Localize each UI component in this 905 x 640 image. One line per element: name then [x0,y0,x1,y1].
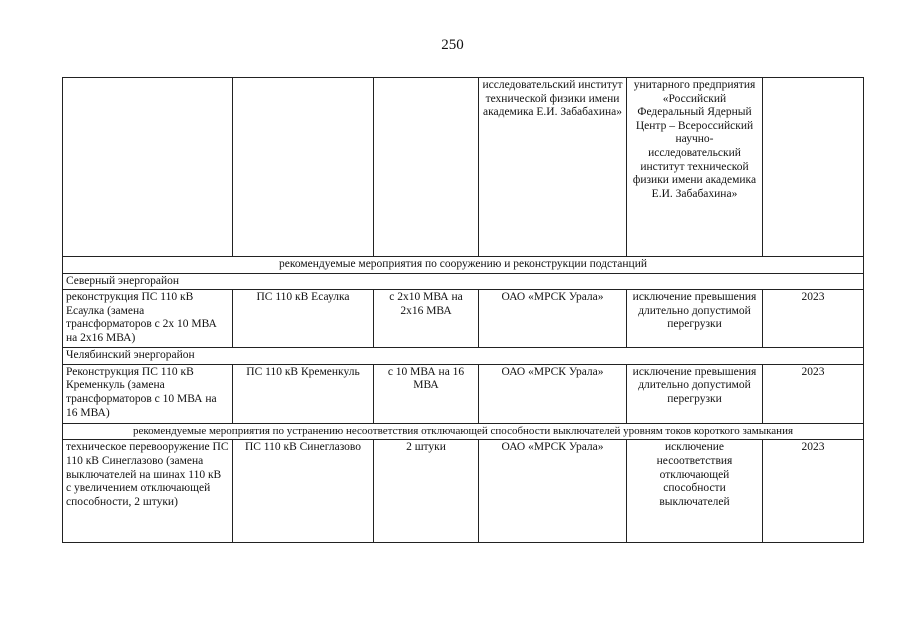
continuation-row [63,78,864,257]
year-cell: 2023 [763,290,864,348]
continuation-org-cell: исследовательский институт технической физики имени академика Е.И. Забабахина» [479,78,627,257]
cell-empty [63,78,233,257]
work-cell: Реконструкция ПС 110 кВ Кременкуль (замена трансформаторов с 10 МВА на 16 МВА) [63,364,233,423]
section-title: рекомендуемые мероприятия по устранению несоответствия отключающей способности выключателей уровням токов короткого замыкания [63,423,864,440]
object-cell: ПС 110 кВ Есаулка [233,290,374,348]
section-header-row [63,423,864,440]
year-cell: 2023 [763,440,864,543]
region-row [63,348,864,365]
table-row [63,440,864,543]
region-title: Челябинский энергорайон [63,348,864,365]
region-row [63,273,864,290]
section-title: рекомендуемые мероприятия по сооружению и реконструкции подстанций [63,257,864,274]
work-cell: реконструкция ПС 110 кВ Есаулка (замена трансформаторов с 2х 10 МВА на 2х16 МВА) [63,290,233,348]
org-cell: ОАО «МРСК Урала» [479,440,627,543]
purpose-cell: исключение превышения длительно допустимой перегрузки [627,290,763,348]
cell-empty [763,78,864,257]
purpose-cell: исключение несоответствия отключающей способности выключателей [627,440,763,543]
table-row [63,290,864,348]
page-number: 250 [441,37,464,53]
capacity-cell: 2 штуки [374,440,479,543]
cell-empty [233,78,374,257]
org-cell: ОАО «МРСК Урала» [479,364,627,423]
measures-table [62,77,864,543]
continuation-purpose-cell: унитарного предприятия «Российский Федеральный Ядерный Центр – Всероссийский научно-исследовательский институт технической физики имени академика Е.И. Забабахина» [627,78,763,257]
object-cell: ПС 110 кВ Синеглазово [233,440,374,543]
org-cell: ОАО «МРСК Урала» [479,290,627,348]
work-cell: техническое перевооружение ПС 110 кВ Синеглазово (замена выключателей на шинах 110 кВ с увеличением отключающей способности, 2 штуки) [63,440,233,543]
region-title: Северный энергорайон [63,273,864,290]
capacity-cell: с 10 МВА на 16 МВА [374,364,479,423]
year-cell: 2023 [763,364,864,423]
purpose-cell: исключение превышения длительно допустимой перегрузки [627,364,763,423]
table-row [63,364,864,423]
object-cell: ПС 110 кВ Кременкуль [233,364,374,423]
section-header-row [63,257,864,274]
capacity-cell: с 2х10 МВА на 2х16 МВА [374,290,479,348]
cell-empty [374,78,479,257]
